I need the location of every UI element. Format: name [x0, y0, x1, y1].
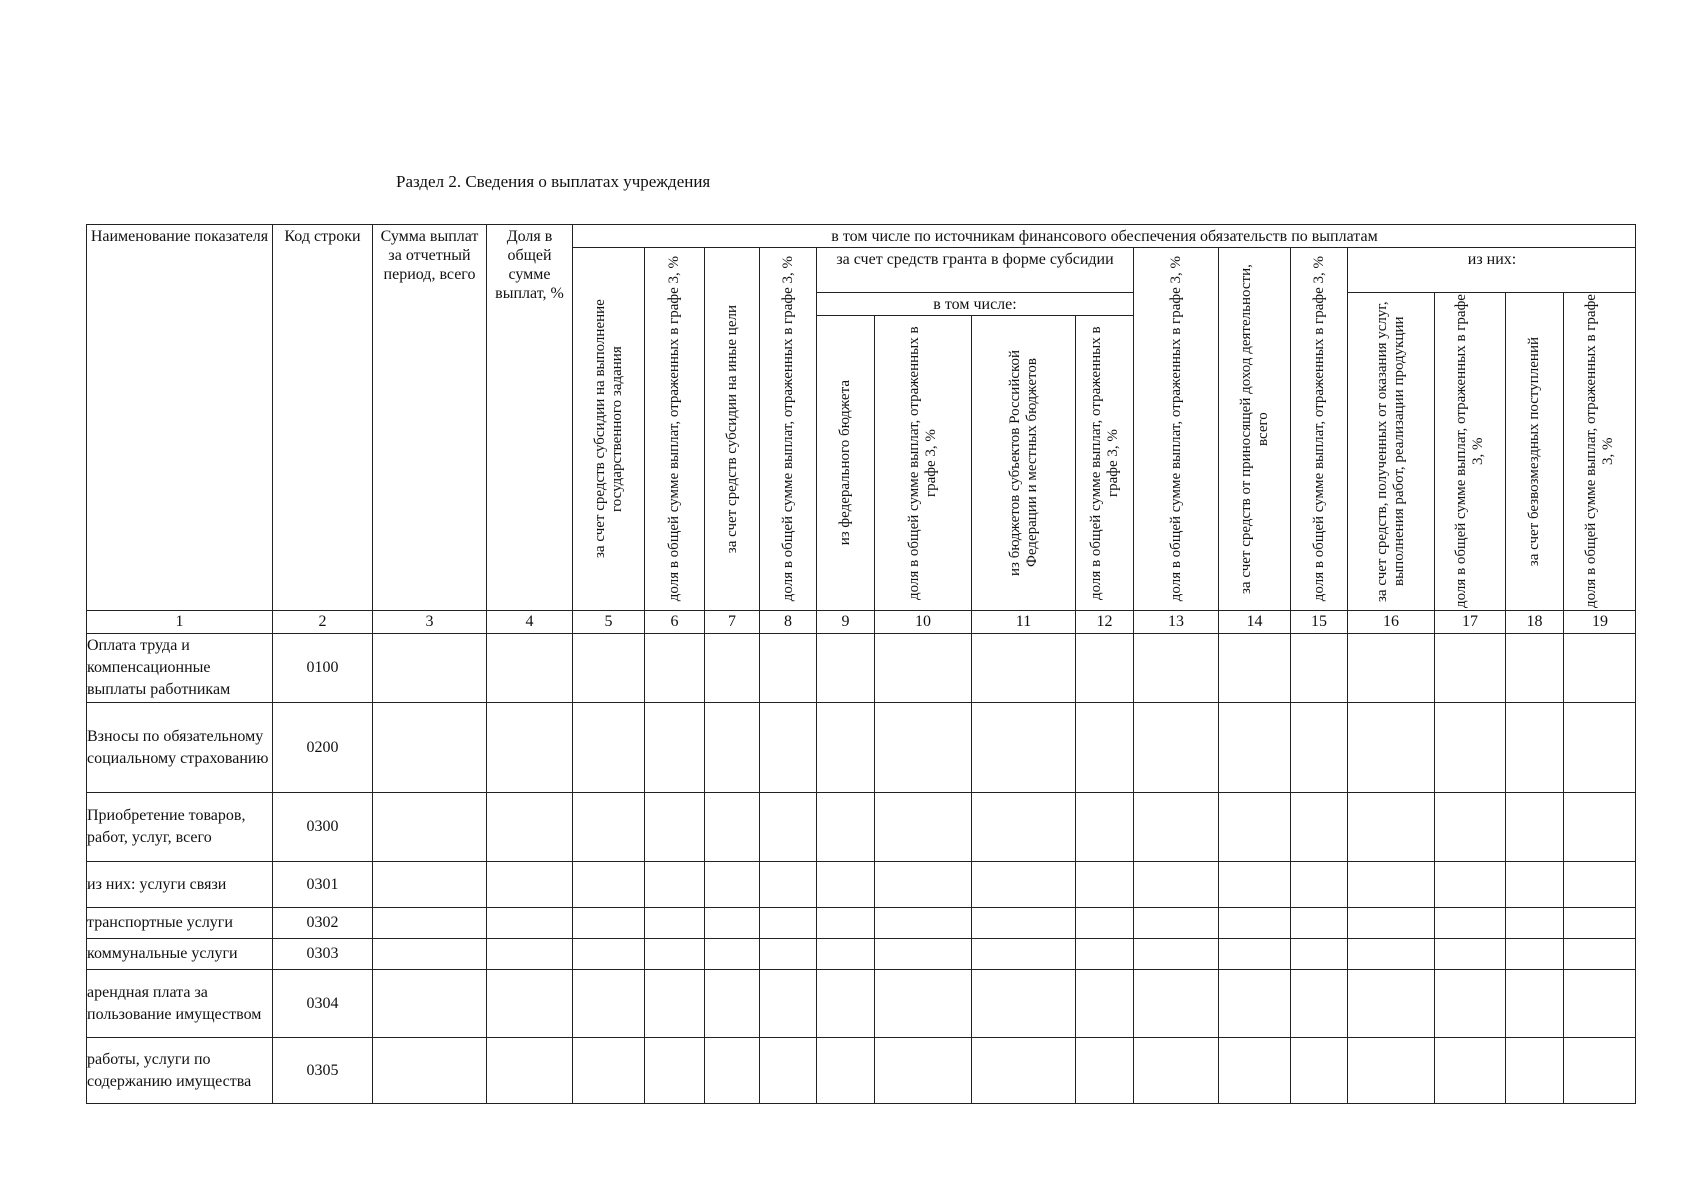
data-cell [816, 792, 874, 861]
row-name-0302: транспортные услуги [86, 907, 272, 938]
row-name-0200: Взносы по обязательному социальному страхованию [86, 702, 272, 792]
data-cell [704, 938, 759, 969]
data-cell [1290, 792, 1347, 861]
data-cell [1290, 907, 1347, 938]
row-code-0100: 0100 [272, 633, 372, 702]
data-cell [1434, 861, 1505, 907]
colnum-7: 7 [704, 610, 759, 633]
data-cell [1290, 1037, 1347, 1104]
header-col-8: доля в общей сумме выплат, отраженных в графе 3, % [759, 247, 816, 610]
row-code-0302: 0302 [272, 907, 372, 938]
data-cell [759, 938, 816, 969]
data-cell [1133, 907, 1218, 938]
data-cell [759, 1037, 816, 1104]
data-cell [816, 1037, 874, 1104]
colnum-5: 5 [572, 610, 644, 633]
row-name-0303: коммунальные услуги [86, 938, 272, 969]
data-cell [1563, 969, 1636, 1037]
data-cell [1075, 907, 1133, 938]
data-cell [644, 633, 704, 702]
data-cell [816, 938, 874, 969]
header-sum: Сумма выплат за отчетный период, всего [372, 224, 486, 610]
colnum-12: 12 [1075, 610, 1133, 633]
data-cell [1505, 907, 1563, 938]
colnum-11: 11 [971, 610, 1075, 633]
data-cell [1347, 938, 1434, 969]
data-cell [874, 792, 971, 861]
data-cell [874, 861, 971, 907]
data-cell [572, 907, 644, 938]
data-cell [1347, 907, 1434, 938]
row-code-0305: 0305 [272, 1037, 372, 1104]
header-col-18: за счет безвозмездных поступлений [1505, 292, 1563, 610]
data-cell [1218, 969, 1290, 1037]
data-cell [1505, 702, 1563, 792]
data-cell [1347, 792, 1434, 861]
data-cell [971, 907, 1075, 938]
data-cell [704, 702, 759, 792]
row-code-0303: 0303 [272, 938, 372, 969]
data-cell [1075, 969, 1133, 1037]
colnum-19: 19 [1563, 610, 1636, 633]
data-cell [971, 1037, 1075, 1104]
data-cell [1347, 702, 1434, 792]
data-cell [1505, 938, 1563, 969]
colnum-10: 10 [874, 610, 971, 633]
row-name-0100: Оплата труда и компенсационные выплаты работникам [86, 633, 272, 702]
data-cell [1505, 969, 1563, 1037]
data-cell [1563, 792, 1636, 861]
data-cell [874, 1037, 971, 1104]
row-code-0300: 0300 [272, 792, 372, 861]
row-name-0304: арендная плата за пользование имуществом [86, 969, 272, 1037]
data-cell [1075, 792, 1133, 861]
data-cell [971, 861, 1075, 907]
data-cell [572, 792, 644, 861]
data-cell [816, 702, 874, 792]
data-cell [1563, 633, 1636, 702]
data-cell [372, 792, 486, 861]
data-cell [816, 907, 874, 938]
data-cell [572, 633, 644, 702]
header-col-15: доля в общей сумме выплат, отраженных в графе 3, % [1290, 247, 1347, 610]
data-cell [1434, 792, 1505, 861]
row-name-0301: из них: услуги связи [86, 861, 272, 907]
data-cell [1434, 1037, 1505, 1104]
data-cell [1218, 861, 1290, 907]
data-cell [572, 702, 644, 792]
data-cell [759, 702, 816, 792]
data-cell [704, 969, 759, 1037]
colnum-13: 13 [1133, 610, 1218, 633]
header-name: Наименование показателя [86, 224, 272, 610]
colnum-16: 16 [1347, 610, 1434, 633]
data-cell [971, 938, 1075, 969]
header-grant: за счет средств гранта в форме субсидии [816, 247, 1133, 292]
data-cell [372, 907, 486, 938]
data-cell [704, 1037, 759, 1104]
data-cell [1133, 1037, 1218, 1104]
data-cell [1434, 907, 1505, 938]
header-col-11: из бюджетов субъектов Российской Федерации и местных бюджетов [971, 315, 1075, 610]
data-cell [1434, 938, 1505, 969]
data-cell [486, 861, 572, 907]
colnum-2: 2 [272, 610, 372, 633]
data-cell [874, 702, 971, 792]
data-cell [1434, 702, 1505, 792]
header-col-17: доля в общей сумме выплат, отраженных в графе 3, % [1434, 292, 1505, 610]
data-cell [486, 702, 572, 792]
payments-table [86, 224, 1636, 1104]
colnum-15: 15 [1290, 610, 1347, 633]
row-name-0300: Приобретение товаров, работ, услуг, всего [86, 792, 272, 861]
colnum-3: 3 [372, 610, 486, 633]
data-cell [1133, 702, 1218, 792]
header-col-13: доля в общей сумме выплат, отраженных в графе 3, % [1133, 247, 1218, 610]
colnum-4: 4 [486, 610, 572, 633]
data-cell [1505, 1037, 1563, 1104]
data-cell [1347, 861, 1434, 907]
data-cell [1218, 633, 1290, 702]
data-cell [1075, 1037, 1133, 1104]
data-cell [572, 969, 644, 1037]
header-col-14: за счет средств от приносящей доход деятельности, всего [1218, 247, 1290, 610]
data-cell [1505, 633, 1563, 702]
data-cell [1133, 861, 1218, 907]
data-cell [759, 969, 816, 1037]
data-cell [816, 969, 874, 1037]
data-cell [572, 938, 644, 969]
data-cell [644, 907, 704, 938]
data-cell [759, 861, 816, 907]
row-code-0304: 0304 [272, 969, 372, 1037]
colnum-9: 9 [816, 610, 874, 633]
data-cell [486, 1037, 572, 1104]
header-grant-incl: в том числе: [816, 292, 1133, 315]
header-col-6: доля в общей сумме выплат, отраженных в графе 3, % [644, 247, 704, 610]
data-cell [1075, 938, 1133, 969]
row-name-0305: работы, услуги по содержанию имущества [86, 1037, 272, 1104]
colnum-18: 18 [1505, 610, 1563, 633]
header-share: Доля в общей сумме выплат, % [486, 224, 572, 610]
data-cell [372, 969, 486, 1037]
header-col-19: доля в общей сумме выплат, отраженных в графе 3, % [1563, 292, 1636, 610]
data-cell [1347, 969, 1434, 1037]
row-code-0200: 0200 [272, 702, 372, 792]
data-cell [644, 702, 704, 792]
data-cell [572, 861, 644, 907]
data-cell [971, 702, 1075, 792]
data-cell [1290, 861, 1347, 907]
header-col-16: за счет средств, полученных от оказания услуг, выполнения работ, реализации продукции [1347, 292, 1434, 610]
header-col-12: доля в общей сумме выплат, отраженных в графе 3, % [1075, 315, 1133, 610]
data-cell [874, 907, 971, 938]
data-cell [1133, 633, 1218, 702]
data-cell [372, 633, 486, 702]
row-code-0301: 0301 [272, 861, 372, 907]
data-cell [1290, 938, 1347, 969]
header-col-5: за счет средств субсидии на выполнение государственного задания [572, 247, 644, 610]
data-cell [486, 969, 572, 1037]
header-sources: в том числе по источникам финансового обеспечения обязательств по выплатам [572, 224, 1636, 247]
colnum-14: 14 [1218, 610, 1290, 633]
data-cell [704, 792, 759, 861]
header-col-7: за счет средств субсидии на иные цели [704, 247, 759, 610]
data-cell [1218, 702, 1290, 792]
data-cell [971, 792, 1075, 861]
header-col-9: из федерального бюджета [816, 315, 874, 610]
data-cell [1290, 633, 1347, 702]
data-cell [816, 861, 874, 907]
data-cell [1133, 969, 1218, 1037]
colnum-1: 1 [86, 610, 272, 633]
header-col-10: доля в общей сумме выплат, отраженных в графе 3, % [874, 315, 971, 610]
data-cell [372, 1037, 486, 1104]
data-cell [644, 861, 704, 907]
data-cell [1218, 792, 1290, 861]
colnum-17: 17 [1434, 610, 1505, 633]
data-cell [486, 633, 572, 702]
data-cell [486, 792, 572, 861]
data-cell [1434, 969, 1505, 1037]
data-cell [644, 969, 704, 1037]
data-cell [759, 792, 816, 861]
data-cell [1218, 907, 1290, 938]
data-cell [1434, 633, 1505, 702]
data-cell [1133, 792, 1218, 861]
data-cell [1563, 938, 1636, 969]
data-cell [644, 938, 704, 969]
colnum-6: 6 [644, 610, 704, 633]
data-cell [644, 792, 704, 861]
data-cell [816, 633, 874, 702]
data-cell [704, 633, 759, 702]
data-cell [1290, 969, 1347, 1037]
colnum-8: 8 [759, 610, 816, 633]
data-cell [1218, 938, 1290, 969]
data-cell [1563, 907, 1636, 938]
header-code: Код строки [272, 224, 372, 610]
data-cell [1133, 938, 1218, 969]
data-cell [1290, 702, 1347, 792]
data-cell [572, 1037, 644, 1104]
data-cell [372, 938, 486, 969]
data-cell [759, 907, 816, 938]
data-cell [1563, 702, 1636, 792]
data-cell [1075, 633, 1133, 702]
data-cell [372, 702, 486, 792]
data-cell [971, 969, 1075, 1037]
data-cell [1563, 1037, 1636, 1104]
data-cell [874, 938, 971, 969]
data-cell [1563, 861, 1636, 907]
data-cell [704, 907, 759, 938]
data-cell [759, 633, 816, 702]
data-cell [1505, 861, 1563, 907]
data-cell [644, 1037, 704, 1104]
data-cell [704, 861, 759, 907]
data-cell [1075, 861, 1133, 907]
data-cell [874, 633, 971, 702]
data-cell [1218, 1037, 1290, 1104]
data-cell [1075, 702, 1133, 792]
data-cell [971, 633, 1075, 702]
data-cell [372, 861, 486, 907]
data-cell [1505, 792, 1563, 861]
page-title: Раздел 2. Сведения о выплатах учреждения [396, 172, 711, 191]
data-cell [486, 907, 572, 938]
data-cell [874, 969, 971, 1037]
header-of-them: из них: [1347, 247, 1636, 292]
data-cell [1347, 1037, 1434, 1104]
data-cell [486, 938, 572, 969]
data-cell [1347, 633, 1434, 702]
